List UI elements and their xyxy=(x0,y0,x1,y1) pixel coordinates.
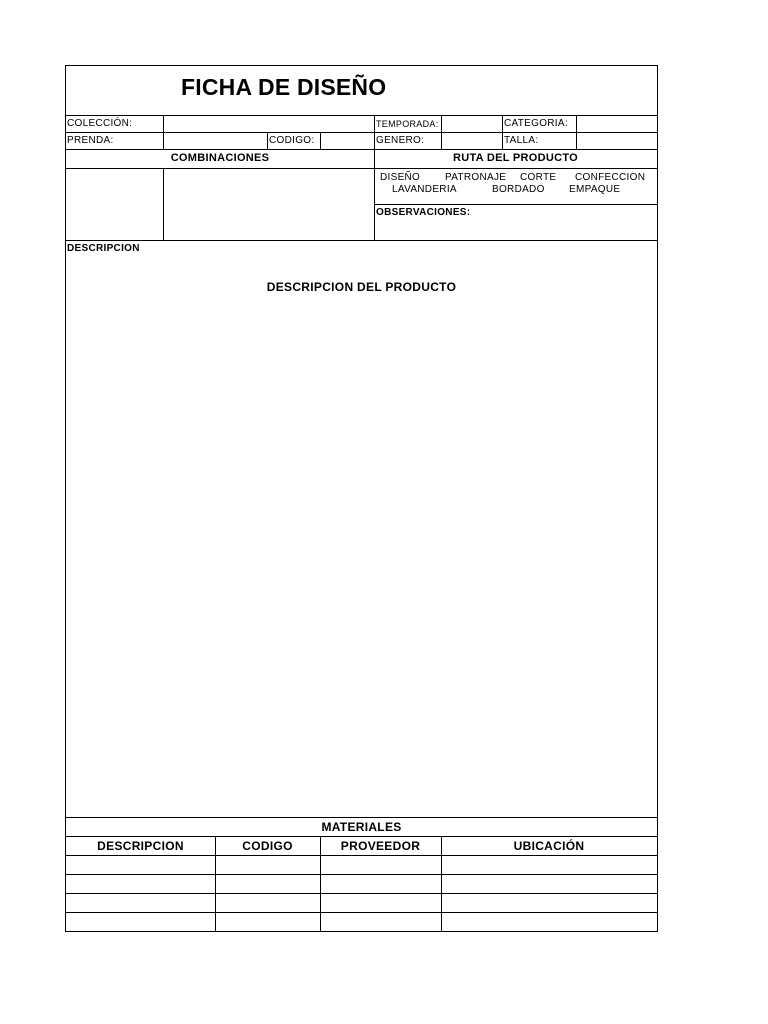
talla-label: TALLA: xyxy=(504,135,539,146)
page-title: FICHA DE DISEÑO xyxy=(181,74,387,100)
genero-field[interactable] xyxy=(442,133,502,149)
table-cell[interactable] xyxy=(442,894,657,912)
table-cell[interactable] xyxy=(216,894,320,912)
divider xyxy=(66,149,657,150)
temporada-field[interactable] xyxy=(442,116,502,132)
divider xyxy=(267,132,268,149)
prenda-label: PRENDA: xyxy=(67,135,114,146)
descripcion-label: DESCRIPCION xyxy=(67,243,140,254)
col-header-ubicacion: UBICACIÓN xyxy=(513,839,585,853)
table-cell[interactable] xyxy=(66,875,215,893)
combinacion-swatch[interactable] xyxy=(66,169,163,240)
ruta-header: RUTA DEL PRODUCTO xyxy=(452,152,579,164)
talla-field[interactable] xyxy=(577,133,657,149)
divider xyxy=(502,115,503,149)
observaciones-field[interactable] xyxy=(375,219,657,240)
combinacion-detail[interactable] xyxy=(164,169,374,240)
table-cell[interactable] xyxy=(321,875,441,893)
codigo-label: CODIGO: xyxy=(269,135,315,146)
design-sheet xyxy=(65,65,658,932)
coleccion-label: COLECCIÓN: xyxy=(67,118,133,129)
col-header-proveedor: PROVEEDOR xyxy=(340,839,421,853)
ruta-step: LAVANDERIA xyxy=(392,184,457,195)
coleccion-field[interactable] xyxy=(164,116,374,132)
codigo-field[interactable] xyxy=(321,133,374,149)
divider xyxy=(66,240,657,241)
temporada-label: TEMPORADA: xyxy=(376,119,439,129)
table-cell[interactable] xyxy=(216,856,320,874)
table-cell[interactable] xyxy=(442,913,657,931)
table-cell[interactable] xyxy=(66,856,215,874)
table-cell[interactable] xyxy=(321,894,441,912)
materiales-title: MATERIALES xyxy=(321,820,402,834)
table-cell[interactable] xyxy=(66,894,215,912)
col-header-codigo: CODIGO xyxy=(242,839,293,853)
ruta-step: CORTE xyxy=(520,172,557,183)
descripcion-producto-title: DESCRIPCION DEL PRODUCTO xyxy=(266,280,457,294)
ruta-step: PATRONAJE xyxy=(445,172,507,183)
descripcion-area[interactable] xyxy=(66,298,657,816)
prenda-field[interactable] xyxy=(164,133,267,149)
table-cell[interactable] xyxy=(442,856,657,874)
table-cell[interactable] xyxy=(216,875,320,893)
ruta-step: EMPAQUE xyxy=(569,184,621,195)
table-cell[interactable] xyxy=(442,875,657,893)
categoria-field[interactable] xyxy=(577,116,657,132)
ruta-step: DISEÑO xyxy=(380,172,421,183)
col-header-descripcion: DESCRIPCION xyxy=(97,839,184,853)
divider xyxy=(66,836,657,837)
table-cell[interactable] xyxy=(216,913,320,931)
table-cell[interactable] xyxy=(321,856,441,874)
table-cell[interactable] xyxy=(321,913,441,931)
table-cell[interactable] xyxy=(66,913,215,931)
categoria-label: CATEGORIA: xyxy=(504,118,568,129)
ruta-step: BORDADO xyxy=(492,184,545,195)
genero-label: GENERO: xyxy=(376,135,425,146)
divider xyxy=(66,817,657,818)
observaciones-label: OBSERVACIONES: xyxy=(376,207,471,218)
combinaciones-header: COMBINACIONES xyxy=(170,152,270,164)
ruta-step: CONFECCION xyxy=(575,172,646,183)
divider xyxy=(374,204,657,205)
